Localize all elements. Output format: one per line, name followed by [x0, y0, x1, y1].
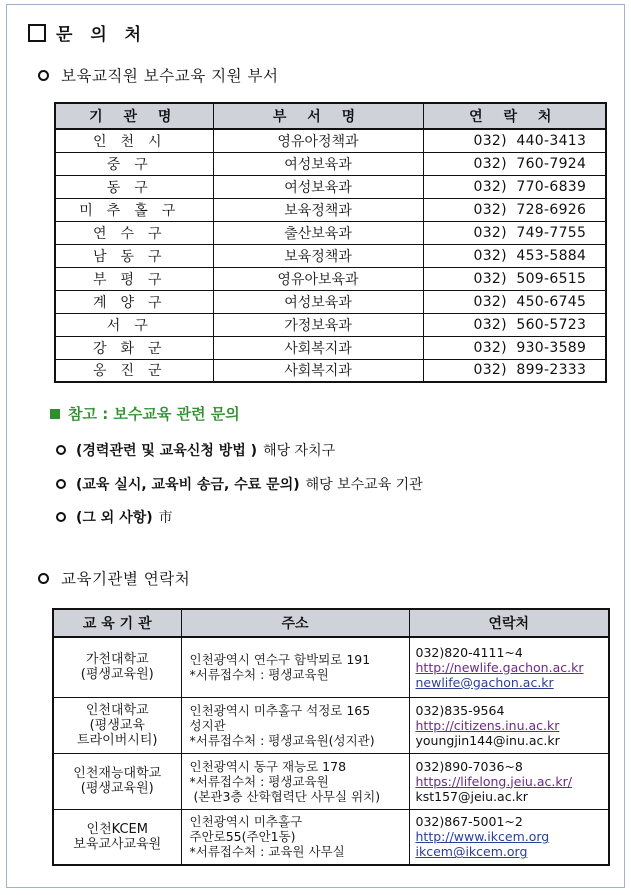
org-cell: 강화군 — [55, 336, 213, 359]
phone-cell: 032) 453-5884 — [423, 244, 606, 267]
org-cell: 인천시 — [55, 129, 213, 152]
contact-phone: 032)835-9564 — [415, 702, 505, 718]
col-header-dept: 부 서 명 — [213, 103, 423, 129]
table-row — [53, 697, 609, 753]
phone-cell: 032) 760-7924 — [423, 152, 606, 175]
table-row — [55, 221, 606, 244]
address-line: 인천광역시 연수구 함박뫼로 191 — [189, 652, 371, 668]
circle-bullet-icon — [38, 573, 49, 584]
org-cell: 부평구 — [55, 267, 213, 290]
email-link: kst157@jeiu.ac.kr — [415, 788, 528, 804]
dept-cell: 출산보육과 — [213, 221, 423, 244]
institution-name-line: 인천대학교 — [85, 702, 149, 718]
address-line: 주안로55(주안1동) — [189, 829, 296, 845]
dept-cell: 사회복지과 — [213, 336, 423, 359]
dept-cell: 보육정책과 — [213, 198, 423, 221]
address-line: *서류접수처 : 평생교육원 — [189, 667, 329, 683]
note-item: (교육 실시, 교육비 송금, 수료 문의) 해당 보수교육 기관 — [56, 474, 423, 494]
phone-cell: 032) 728-6926 — [423, 198, 606, 221]
dept-cell: 여성보육과 — [213, 152, 423, 175]
institution-cell — [53, 697, 181, 753]
institution-name-line: 인천KCEM — [86, 821, 148, 837]
institution-name-line: (평생교육 — [89, 717, 145, 733]
email-link: youngjin144@inu.ac.kr — [415, 732, 560, 748]
phone-cell: 032) 899-2333 — [423, 359, 606, 382]
table-row — [55, 244, 606, 267]
note-heading: 참고 : 보수교육 관련 문의 — [50, 403, 240, 424]
institution-table — [52, 608, 610, 866]
section1-heading: 보육교직원 보수교육 지원 부서 — [38, 64, 278, 86]
note-item: (그 외 사항) 市 — [56, 507, 173, 527]
circle-bullet-icon — [56, 479, 66, 489]
email-link[interactable]: newlife@gachon.ac.kr — [415, 674, 554, 690]
table-row — [55, 198, 606, 221]
col-header-address: 주소 — [181, 609, 409, 637]
note-item: (경력관련 및 교육신청 방법 ) 해당 자치구 — [56, 440, 335, 460]
website-link[interactable]: https://lifelong.jeiu.ac.kr/ — [415, 773, 572, 789]
org-cell: 서구 — [55, 313, 213, 336]
page-title: 문 의 처 — [28, 20, 147, 45]
org-cell: 미추홀구 — [55, 198, 213, 221]
website-link[interactable]: http://www.ikcem.org — [415, 829, 550, 845]
address-line: *서류접수처 : 평생교육원(성지관) — [189, 732, 375, 748]
section2-heading: 교육기관별 연락처 — [38, 567, 190, 589]
col-header-org: 기 관 명 — [55, 103, 213, 129]
website-link[interactable]: http://citizens.inu.ac.kr — [415, 717, 560, 733]
org-cell: 동구 — [55, 175, 213, 198]
contact-cell — [409, 753, 609, 809]
table-row — [55, 336, 606, 359]
dept-cell: 가정보육과 — [213, 313, 423, 336]
phone-cell: 032) 749-7755 — [423, 221, 606, 244]
green-square-icon — [50, 409, 60, 419]
org-cell: 남동구 — [55, 244, 213, 267]
circle-bullet-icon — [38, 70, 49, 81]
contact-phone: 032)820-4111~4 — [415, 644, 523, 660]
phone-cell: 032) 440-3413 — [423, 129, 606, 152]
address-cell — [181, 809, 409, 865]
table-row — [55, 267, 606, 290]
org-cell: 옹진군 — [55, 359, 213, 382]
address-line: 인천광역시 동구 재능로 178 — [189, 758, 347, 774]
org-cell: 중구 — [55, 152, 213, 175]
phone-cell: 032) 930-3589 — [423, 336, 606, 359]
institution-name-line: (평생교육원) — [80, 667, 154, 683]
table-row — [53, 637, 609, 697]
dept-cell: 영유아보육과 — [213, 267, 423, 290]
table-row — [55, 290, 606, 313]
phone-cell: 032) 770-6839 — [423, 175, 606, 198]
address-line: 성지관 — [189, 717, 226, 733]
institution-cell — [53, 753, 181, 809]
institution-name-line: 인천재능대학교 — [73, 766, 162, 781]
table-row — [55, 152, 606, 175]
address-line: (본관3층 산학협력단 사무실 위치) — [189, 788, 381, 804]
contact-phone: 032)890-7036~8 — [415, 758, 523, 774]
table-row — [55, 313, 606, 336]
address-line: 인천광역시 미추홀구 — [189, 814, 303, 830]
institution-name-line: (평생교육원) — [80, 781, 154, 796]
department-table — [54, 102, 607, 383]
checkbox-square-icon — [28, 24, 46, 42]
org-cell: 계양구 — [55, 290, 213, 313]
table-row — [53, 753, 609, 809]
circle-bullet-icon — [56, 445, 66, 455]
table-row — [53, 809, 609, 865]
col-header-phone: 연 락 처 — [423, 103, 606, 129]
phone-cell: 032) 560-5723 — [423, 313, 606, 336]
table-row — [55, 175, 606, 198]
circle-bullet-icon — [56, 512, 66, 522]
phone-cell: 032) 509-6515 — [423, 267, 606, 290]
address-line: 인천광역시 미추홀구 석정로 165 — [189, 702, 371, 718]
website-link[interactable]: http://newlife.gachon.ac.kr — [415, 659, 584, 675]
institution-cell — [53, 637, 181, 697]
dept-cell: 여성보육과 — [213, 290, 423, 313]
contact-cell — [409, 809, 609, 865]
col-header-contact: 연락처 — [409, 609, 609, 637]
institution-name-line: 가천대학교 — [85, 652, 149, 668]
institution-name-line: 트라이버시티) — [77, 732, 158, 748]
col-header-institution: 교 육 기 관 — [53, 609, 181, 637]
table-row — [55, 359, 606, 382]
contact-cell — [409, 637, 609, 697]
dept-cell: 보육정책과 — [213, 244, 423, 267]
institution-name-line: 보육교사교육원 — [73, 836, 162, 852]
contact-phone: 032)867-5001~2 — [415, 814, 523, 830]
address-line: *서류접수처 : 교육원 사무실 — [189, 844, 345, 860]
dept-cell: 여성보육과 — [213, 175, 423, 198]
phone-cell: 032) 450-6745 — [423, 290, 606, 313]
contact-cell — [409, 697, 609, 753]
table-row — [55, 129, 606, 152]
org-cell: 연수구 — [55, 221, 213, 244]
address-cell — [181, 697, 409, 753]
dept-cell: 영유아정책과 — [213, 129, 423, 152]
email-link[interactable]: ikcem@ikcem.org — [415, 844, 528, 860]
institution-cell — [53, 809, 181, 865]
address-line: *서류접수처 : 평생교육원 — [189, 773, 329, 789]
dept-cell: 사회복지과 — [213, 359, 423, 382]
address-cell — [181, 637, 409, 697]
address-cell — [181, 753, 409, 809]
